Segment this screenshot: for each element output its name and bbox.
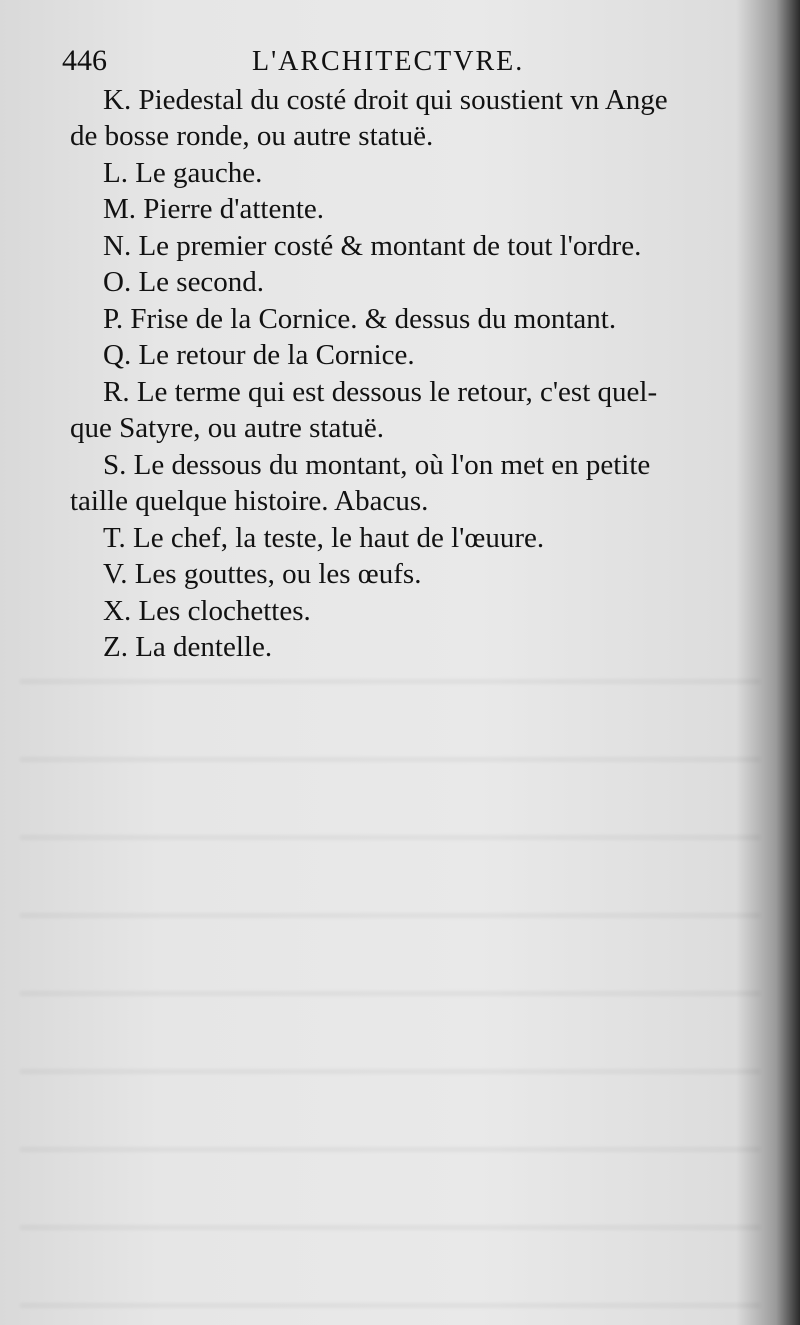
- legend-line: R. Le terme qui est dessous le retour, c'est quel-: [103, 376, 658, 408]
- legend-line: K. Piedestal du costé droit qui soustient vn Ange: [103, 84, 668, 116]
- legend-line: taille quelque histoire. Abacus.: [70, 485, 429, 517]
- legend-line: V. Les gouttes, ou les œufs.: [103, 558, 422, 590]
- page-number: 446: [62, 44, 107, 77]
- legend-line: M. Pierre d'attente.: [103, 193, 325, 225]
- legend-line: Z. La dentelle.: [103, 631, 273, 663]
- legend-line: T. Le chef, la teste, le haut de l'œuure.: [103, 522, 545, 554]
- running-title: L'ARCHITECTVRE.: [252, 46, 525, 77]
- legend-line: L. Le gauche.: [103, 157, 263, 189]
- legend-line: O. Le second.: [103, 266, 265, 298]
- show-through-texture: [20, 680, 760, 1320]
- legend-line: Q. Le retour de la Cornice.: [103, 339, 415, 371]
- legend-line: de bosse ronde, ou autre statuë.: [70, 120, 434, 152]
- legend-line: N. Le premier costé & montant de tout l'ordre.: [103, 230, 642, 262]
- page-header: [62, 44, 662, 84]
- legend-line: P. Frise de la Cornice. & dessus du montant.: [103, 303, 617, 335]
- legend-line: S. Le dessous du montant, où l'on met en petite: [103, 449, 651, 481]
- legend-line: que Satyre, ou autre statuë.: [70, 412, 385, 444]
- legend-line: X. Les clochettes.: [103, 595, 311, 627]
